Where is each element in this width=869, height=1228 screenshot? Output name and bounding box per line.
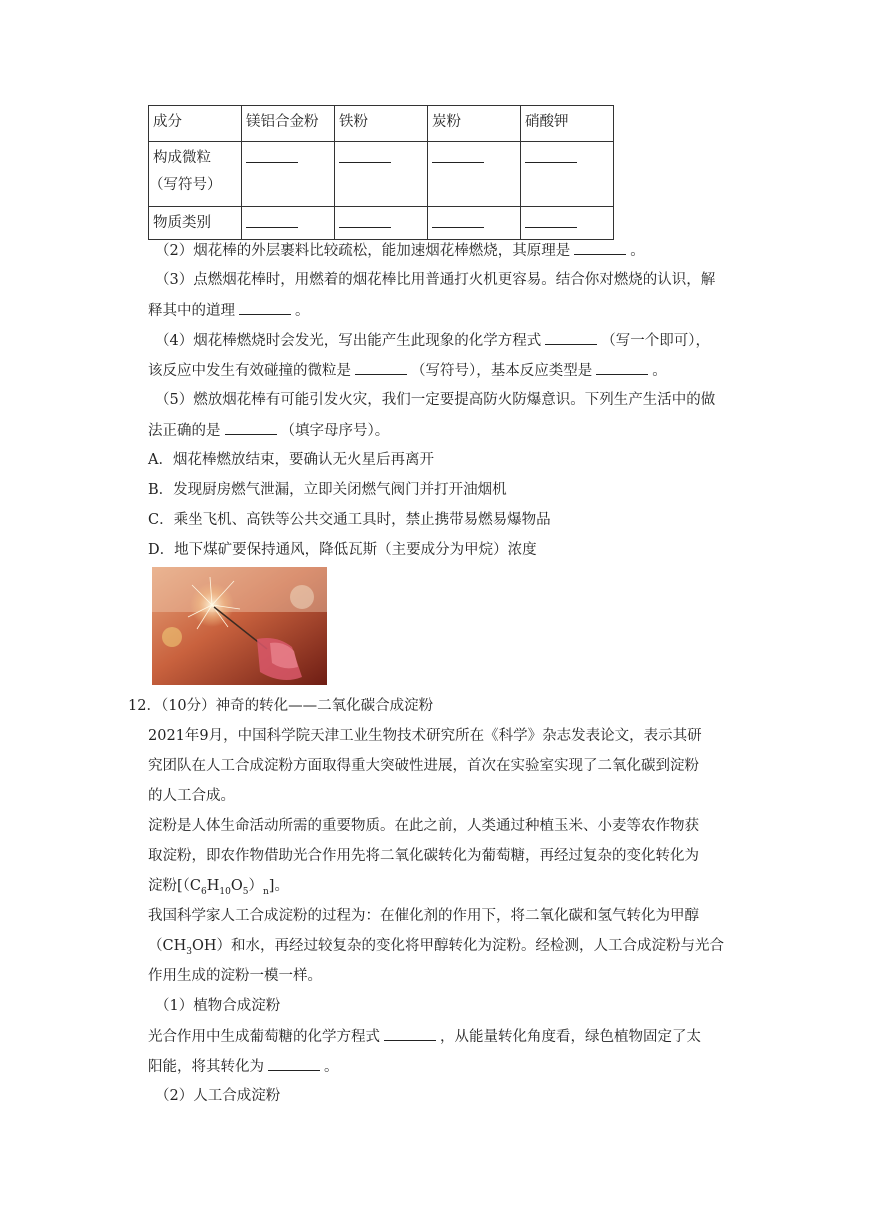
paragraph-line: 2021年9月，中国科学院天津工业生物技术研究所在《科学》杂志发表论文，表示其研 <box>148 728 702 744</box>
text: （写符号），基本反应类型是 <box>411 363 593 379</box>
composition-table <box>148 105 614 240</box>
text: 。 <box>630 243 645 259</box>
table-header-cell: 铁粉 <box>335 106 428 142</box>
row-label-line: （写符号） <box>149 177 222 193</box>
answer-cell <box>242 142 335 207</box>
paragraph-line: 淀粉是人体生命活动所需的重要物质。在此之前，人类通过种植玉米、小麦等农作物获 <box>148 818 699 834</box>
answer-blank[interactable] <box>339 213 391 228</box>
answer-blank[interactable] <box>545 330 597 345</box>
text: OH）和水，再经过较复杂的变化将甲醇转化为淀粉。经检测，人工合成淀粉与光合 <box>191 938 725 954</box>
question-line <box>148 1026 738 1047</box>
option-c[interactable]: C．乘坐飞机、高铁等公共交通工具时，禁止携带易燃易爆物品 <box>148 512 551 528</box>
answer-cell <box>335 207 428 240</box>
text: （填字母序号）。 <box>280 423 390 439</box>
answer-cell <box>335 142 428 207</box>
answer-blank[interactable] <box>525 148 577 163</box>
answer-cell <box>521 142 614 207</box>
answer-blank[interactable] <box>432 148 484 163</box>
text: 阳能，将其转化为 <box>148 1059 264 1075</box>
methanol-line <box>148 936 738 962</box>
question-line: （5）燃放烟花棒有可能引发火灾，我们一定要提高防火防爆意识。下列生产生活中的做 <box>155 392 716 408</box>
question-line <box>148 300 738 321</box>
table-header-cell: 炭粉 <box>428 106 521 142</box>
paragraph-line: 的人工合成。 <box>148 788 235 804</box>
answer-blank[interactable] <box>246 213 298 228</box>
answer-blank[interactable] <box>239 300 291 315</box>
text: 法正确的是 <box>148 423 221 439</box>
text: 光合作用中生成葡萄糖的化学方程式 <box>148 1029 380 1045</box>
text: （写一个即可）， <box>601 333 710 349</box>
answer-cell <box>242 207 335 240</box>
row-label-cell <box>149 142 242 207</box>
sparkler-photo <box>152 567 327 685</box>
question-line <box>155 330 745 351</box>
question-line <box>155 240 745 261</box>
answer-blank[interactable] <box>384 1026 436 1041</box>
answer-cell <box>428 142 521 207</box>
table-header-cell: 硝酸钾 <box>521 106 614 142</box>
table-header-cell: 成分 <box>149 106 242 142</box>
question-line <box>148 1056 738 1077</box>
paragraph-line: 取淀粉，即农作物借助光合作用先将二氧化碳转化为葡萄糖，再经过复杂的变化转化为 <box>148 848 699 864</box>
answer-blank[interactable] <box>574 240 626 255</box>
answer-blank[interactable] <box>246 148 298 163</box>
text: 。 <box>652 363 667 379</box>
answer-blank[interactable] <box>225 420 277 435</box>
text: （4）烟花棒燃烧时会发光，写出能产生此现象的化学方程式 <box>155 333 542 349</box>
text: H <box>206 878 220 894</box>
text: ]。 <box>268 878 289 894</box>
sparkler-illustration <box>152 567 327 685</box>
text: 。 <box>295 303 310 319</box>
text: （2）烟花棒的外层裹料比较疏松，能加速烟花棒燃烧，其原理是 <box>155 243 571 259</box>
option-a[interactable]: A．烟花棒燃放结束，要确认无火星后再离开 <box>148 452 434 468</box>
question-line <box>148 360 738 381</box>
option-d[interactable]: D．地下煤矿要保持通风，降低瓦斯（主要成分为甲烷）浓度 <box>148 542 537 558</box>
table-row-category <box>149 207 614 240</box>
subscript: 5 <box>242 886 249 897</box>
row-label-cell: 物质类别 <box>149 207 242 240</box>
subscript: 10 <box>219 886 231 897</box>
answer-blank[interactable] <box>432 213 484 228</box>
answer-blank[interactable] <box>268 1056 320 1071</box>
text: ，从能量转化角度看，绿色植物固定了太 <box>440 1029 701 1045</box>
subquestion-heading: （1）植物合成淀粉 <box>155 998 281 1014</box>
answer-blank[interactable] <box>596 360 648 375</box>
subscript: 6 <box>201 886 207 897</box>
text: （CH <box>148 938 187 954</box>
question-title: 12．（10分）神奇的转化——二氧化碳合成淀粉 <box>128 698 434 714</box>
text: ） <box>248 878 263 894</box>
answer-blank[interactable] <box>339 148 391 163</box>
option-b[interactable]: B．发现厨房燃气泄漏，立即关闭燃气阀门并打开油烟机 <box>148 482 507 498</box>
answer-cell <box>521 207 614 240</box>
text: 淀粉[（C <box>148 878 202 894</box>
text: 。 <box>324 1059 339 1075</box>
text: O <box>230 878 243 894</box>
subquestion-heading: （2）人工合成淀粉 <box>155 1088 281 1104</box>
question-line <box>148 420 738 441</box>
paragraph-line: 究团队在人工合成淀粉方面取得重大突破性进展，首次在实验室实现了二氧化碳到淀粉 <box>148 758 699 774</box>
paragraph-line: 作用生成的淀粉一模一样。 <box>148 968 322 984</box>
question-line: （3）点燃烟花棒时，用燃着的烟花棒比用普通打火机更容易。结合你对燃烧的认识，解 <box>155 272 716 288</box>
paragraph-line: 我国科学家人工合成淀粉的过程为：在催化剂的作用下，将二氧化碳和氢气转化为甲醇 <box>148 908 699 924</box>
answer-blank[interactable] <box>525 213 577 228</box>
starch-formula-line <box>148 876 738 902</box>
row-label-line: 构成微粒 <box>153 150 211 166</box>
answer-cell <box>428 207 521 240</box>
table-header-cell: 镁铝合金粉 <box>242 106 335 142</box>
text: 释其中的道理 <box>148 303 235 319</box>
text: 该反应中发生有效碰撞的微粒是 <box>148 363 351 379</box>
table-row-particles <box>149 142 614 207</box>
subscript: n <box>262 886 269 897</box>
answer-blank[interactable] <box>355 360 407 375</box>
subscript: 3 <box>186 946 192 957</box>
table-header-row <box>149 106 614 142</box>
